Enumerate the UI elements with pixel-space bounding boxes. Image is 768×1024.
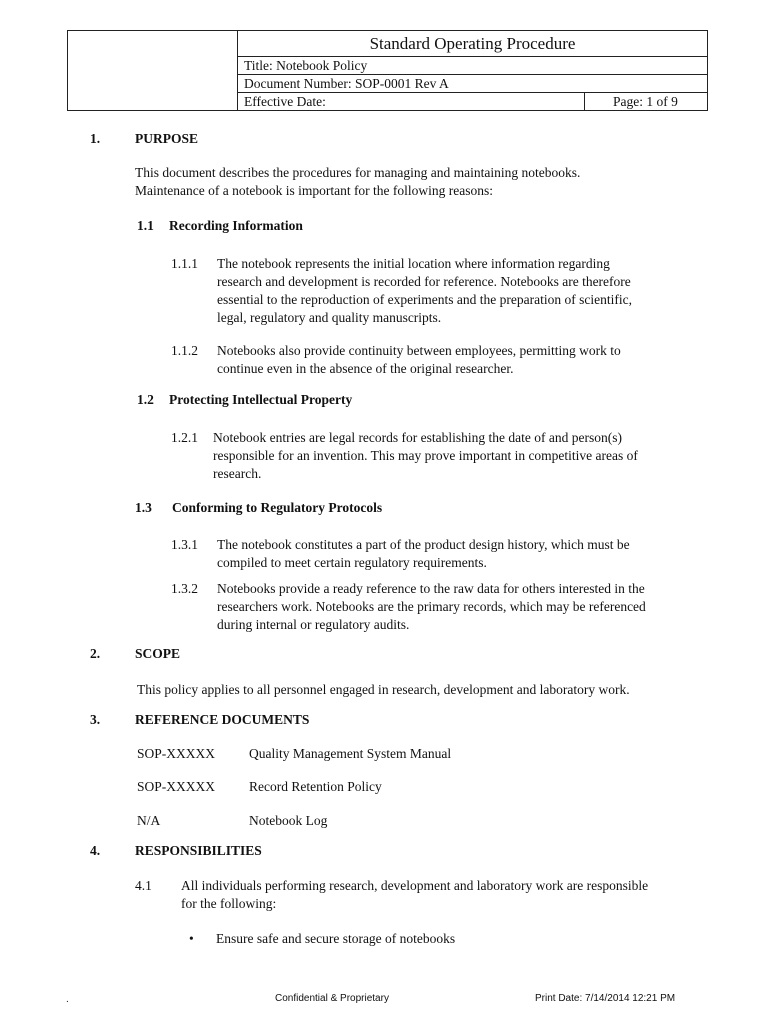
section-1-number: 1. xyxy=(90,131,101,146)
section-1-1-1-number: 1.1.1 xyxy=(171,256,198,271)
section-1-2-1-line: responsible for an invention. This may prove important in competitive areas of xyxy=(213,448,638,463)
section-1-2-number: 1.2 xyxy=(137,392,154,407)
section-1-3-heading: Conforming to Regulatory Protocols xyxy=(172,500,383,515)
section-4-heading: RESPONSIBILITIES xyxy=(135,843,262,858)
section-1-2-1-number: 1.2.1 xyxy=(171,430,198,445)
footer-print-date: Print Date: 7/14/2014 12:21 PM xyxy=(535,993,676,1004)
section-1-3-number: 1.3 xyxy=(135,500,152,515)
reference-code: SOP-XXXXX xyxy=(137,746,216,761)
section-1-1-2-line: continue even in the absence of the original researcher. xyxy=(217,361,514,376)
section-1-1-1-line: essential to the reproduction of experiments and the preparation of scientific, xyxy=(217,292,632,307)
section-1-3-1-number: 1.3.1 xyxy=(171,537,198,552)
section-1-heading: PURPOSE xyxy=(135,131,199,146)
section-1-1-2-line: Notebooks also provide continuity between employees, permitting work to xyxy=(217,343,621,358)
footer-confidential: Confidential & Proprietary xyxy=(275,993,389,1004)
effective-date-field: Effective Date: xyxy=(244,94,326,109)
doc-type-title: Standard Operating Procedure xyxy=(238,31,707,57)
section-1-3-2-line: researchers work. Notebooks are the primary records, which may be referenced xyxy=(217,599,646,614)
section-1-2-heading: Protecting Intellectual Property xyxy=(169,392,353,407)
reference-name: Record Retention Policy xyxy=(249,779,382,794)
section-4-1-number: 4.1 xyxy=(135,878,152,893)
doc-number-field: Document Number: SOP-0001 Rev A xyxy=(238,75,707,93)
reference-code: N/A xyxy=(137,813,161,828)
section-1-1-heading: Recording Information xyxy=(169,218,303,233)
title-field: Title: Notebook Policy xyxy=(238,57,707,75)
logo-cell xyxy=(68,31,238,110)
section-1-3-2-line: during internal or regulatory audits. xyxy=(217,617,410,632)
footer-dot: . xyxy=(66,994,69,1005)
reference-name: Notebook Log xyxy=(249,813,328,828)
reference-code: SOP-XXXXX xyxy=(137,779,216,794)
section-1-1-2-number: 1.1.2 xyxy=(171,343,198,358)
effective-date-row xyxy=(238,93,707,110)
section-4-number: 4. xyxy=(90,843,101,858)
section-2-heading: SCOPE xyxy=(135,646,181,661)
header-table xyxy=(67,30,708,111)
section-3-heading: REFERENCE DOCUMENTS xyxy=(135,712,310,727)
section-1-2-1-line: research. xyxy=(213,466,262,481)
purpose-intro-line2: Maintenance of a notebook is important for the following reasons: xyxy=(135,183,494,198)
section-2-number: 2. xyxy=(90,646,101,661)
scope-text: This policy applies to all personnel engaged in research, development and laboratory work. xyxy=(137,682,630,697)
purpose-intro-line1: This document describes the procedures for managing and maintaining notebooks. xyxy=(135,165,581,180)
section-1-2-1-line: Notebook entries are legal records for establishing the date of and person(s) xyxy=(213,430,622,445)
section-1-1-number: 1.1 xyxy=(137,218,154,233)
page-number: Page: 1 of 9 xyxy=(584,93,707,110)
section-4-1-line: for the following: xyxy=(181,896,277,911)
section-1-3-2-line: Notebooks provide a ready reference to the raw data for others interested in the xyxy=(217,581,645,596)
section-1-3-1-line: The notebook constitutes a part of the product design history, which must be xyxy=(217,537,630,552)
section-1-3-2-number: 1.3.2 xyxy=(171,581,198,596)
reference-name: Quality Management System Manual xyxy=(249,746,452,761)
bullet-icon: • xyxy=(189,931,194,946)
bullet-text: Ensure safe and secure storage of notebooks xyxy=(216,931,456,946)
section-1-1-1-line: The notebook represents the initial location where information regarding xyxy=(217,256,610,271)
section-1-3-1-line: compiled to meet certain regulatory requirements. xyxy=(217,555,487,570)
section-3-number: 3. xyxy=(90,712,101,727)
section-4-1-line: All individuals performing research, development and laboratory work are responsible xyxy=(181,878,649,893)
section-1-1-1-line: legal, regulatory and quality manuscripts. xyxy=(217,310,442,325)
section-1-1-1-line: research and development is recorded for reference. Notebooks are therefore xyxy=(217,274,631,289)
